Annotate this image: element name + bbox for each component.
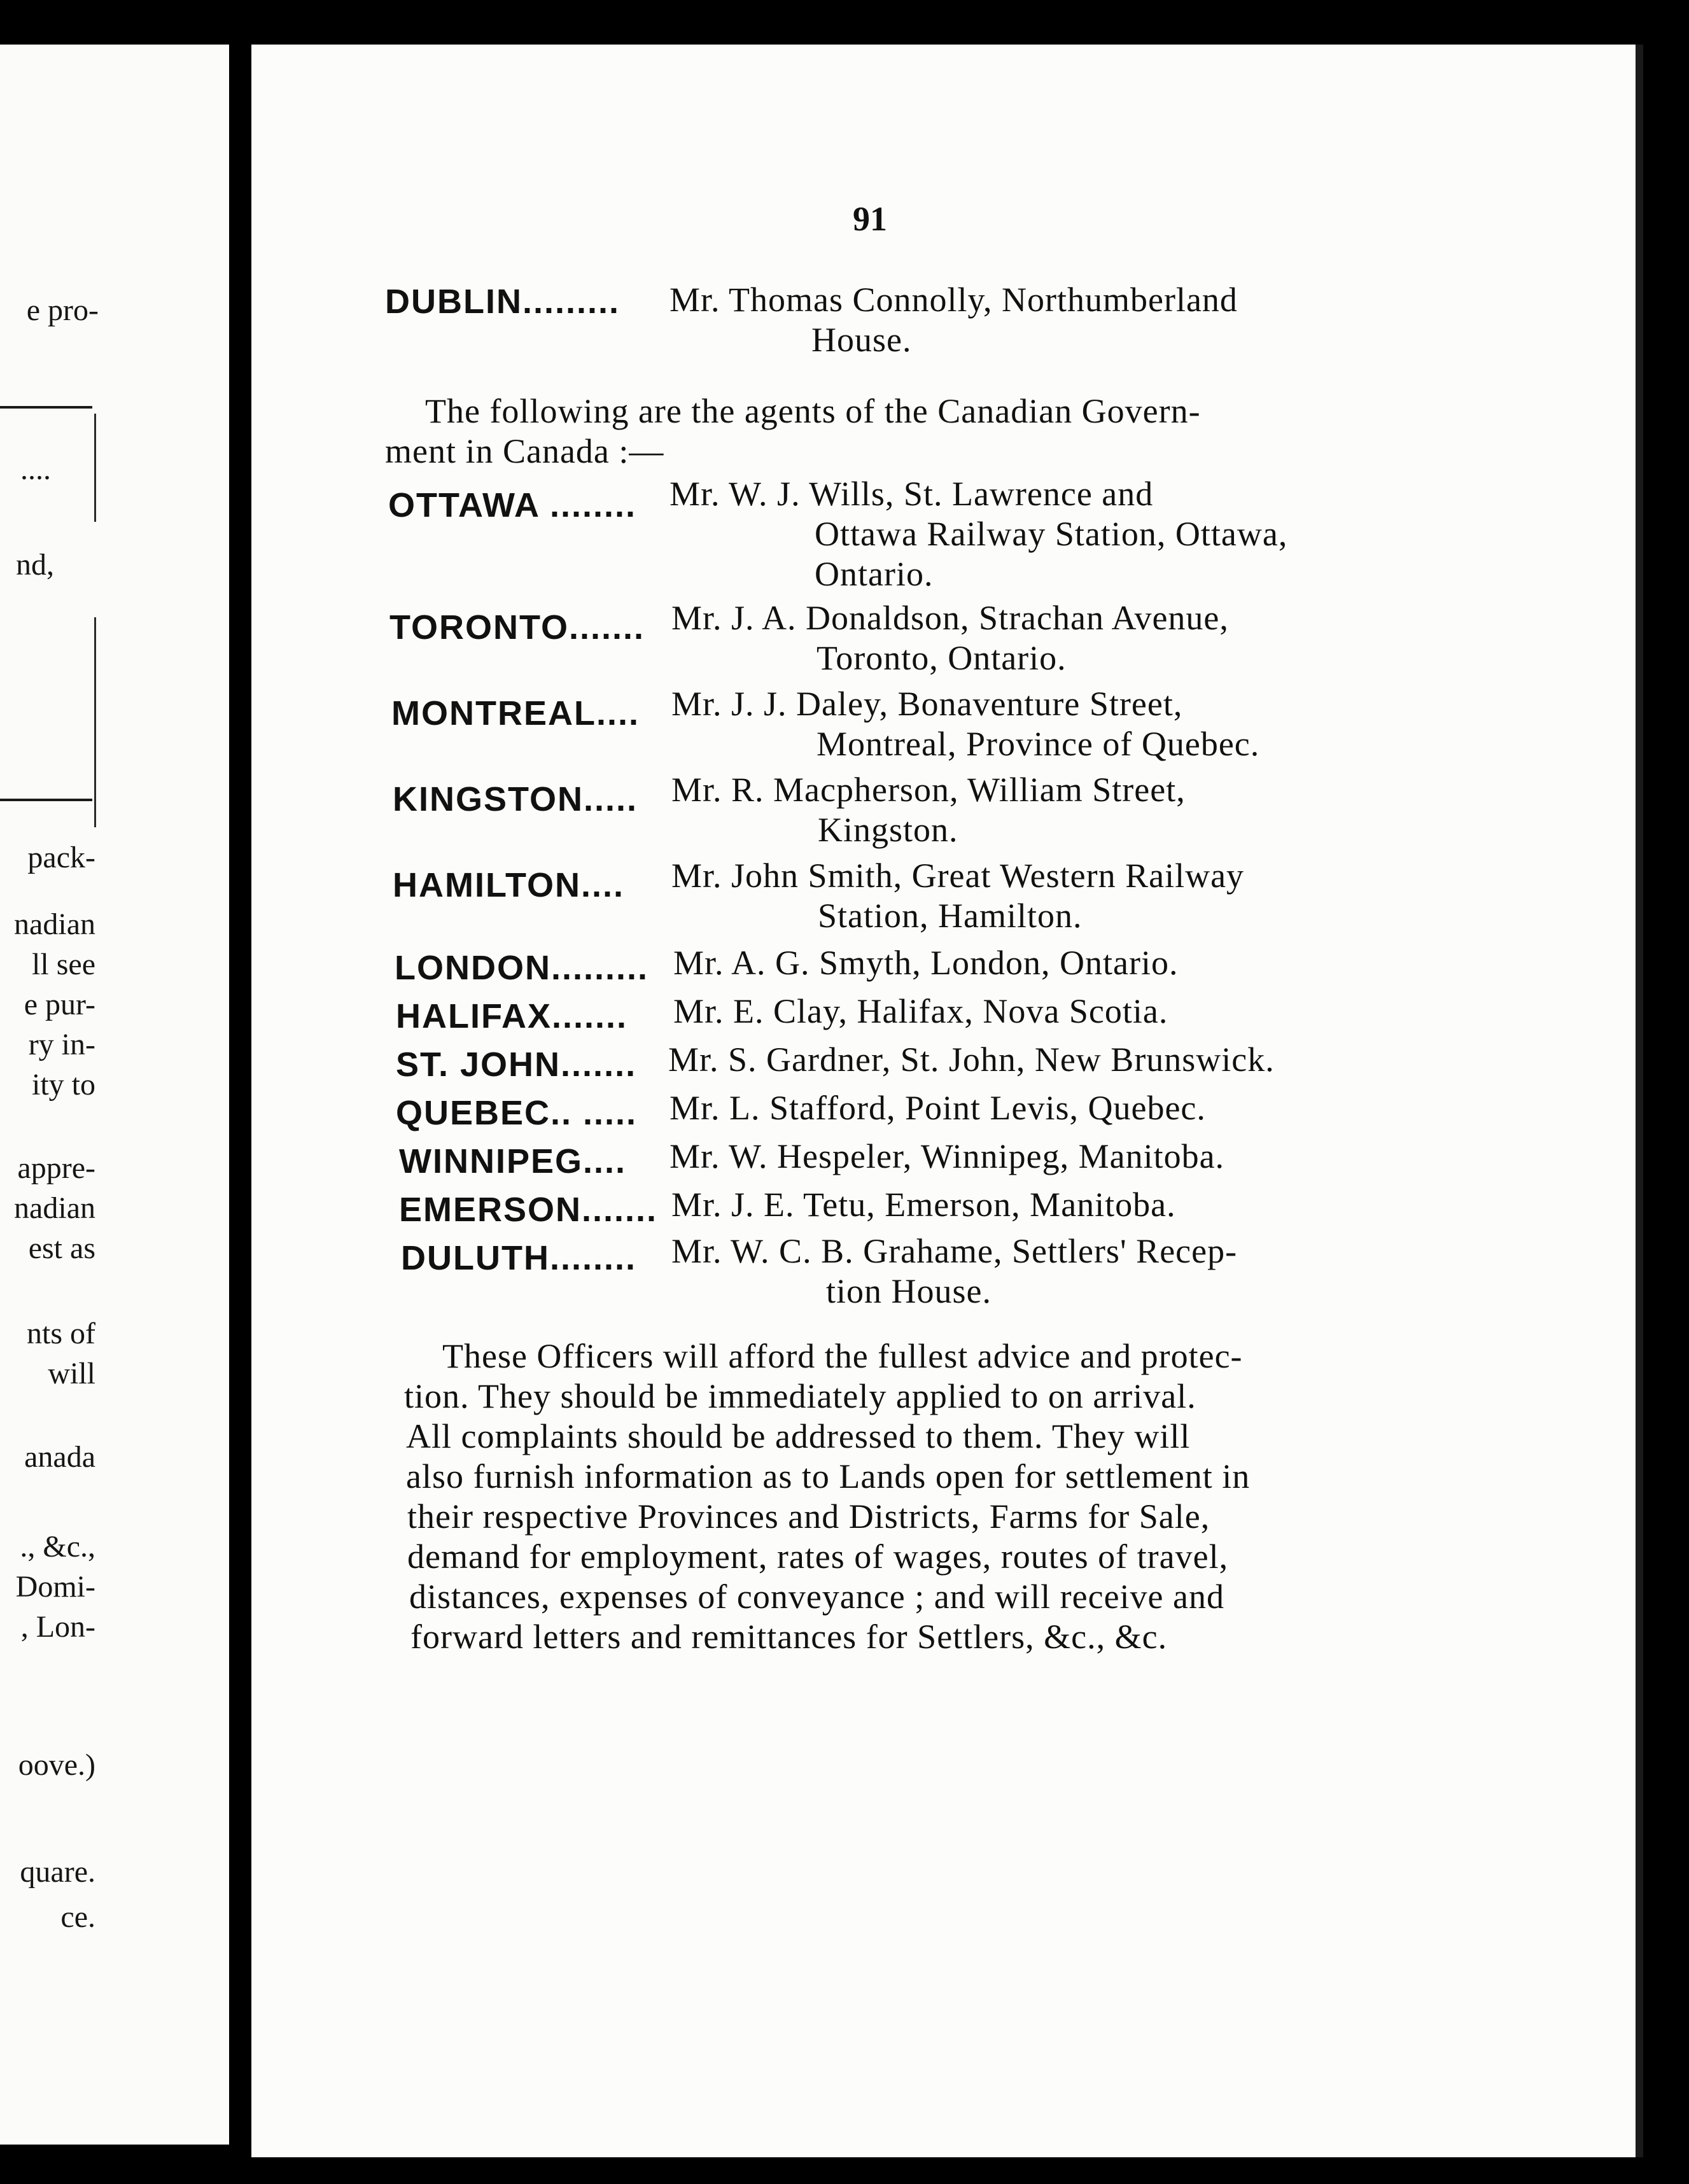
closing-line: All complaints should be addressed to them. They will [406, 1417, 1191, 1455]
left-page-fragment [0, 45, 229, 2145]
agent-name: Mr. L. Stafford, Point Levis, Quebec. [669, 1089, 1206, 1127]
agent-address: Ontario. [815, 555, 934, 593]
left-fragment: oove.) [18, 1748, 95, 1782]
agent-name: Mr. S. Gardner, St. John, New Brunswick. [668, 1040, 1275, 1079]
intro-line: The following are the agents of the Canadian Govern- [425, 392, 1201, 430]
agent-name: Mr. W. J. Wills, St. Lawrence and [669, 475, 1154, 513]
agent-place: WINNIPEG.... [399, 1142, 627, 1180]
closing-line: demand for employment, rates of wages, routes of travel, [407, 1537, 1229, 1576]
agent-name: Mr. Thomas Connolly, Northumberland [669, 281, 1238, 319]
closing-line: distances, expenses of conveyance ; and will receive and [409, 1578, 1224, 1616]
closing-line: tion. They should be immediately applied to on arrival. [404, 1377, 1196, 1415]
left-fragment: nd, [16, 548, 54, 582]
closing-line: also furnish information as to Lands open for settlement in [406, 1457, 1251, 1495]
left-fragment: ll see [32, 948, 95, 981]
agent-name: Mr. J. A. Donaldson, Strachan Avenue, [671, 599, 1229, 637]
agent-address: Station, Hamilton. [818, 897, 1083, 935]
left-fragment: pack- [27, 841, 95, 874]
agent-address: Montreal, Province of Quebec. [816, 725, 1260, 763]
left-fragment: ce. [60, 1900, 95, 1934]
left-rule-top [0, 406, 92, 409]
agent-place: ST. JOHN....... [396, 1046, 637, 1084]
left-fragment: est as [28, 1231, 95, 1265]
scan-border [1643, 38, 1689, 2184]
agent-place: HAMILTON.... [393, 866, 624, 904]
left-fragment: nadian [14, 1191, 95, 1225]
left-fragment: , Lon- [20, 1610, 95, 1644]
agent-place: DUBLIN......... [385, 283, 620, 321]
agent-place: LONDON......... [395, 949, 649, 987]
left-fragment: will [48, 1357, 95, 1390]
agent-place: EMERSON....... [399, 1191, 658, 1229]
agent-name: Mr. W. C. B. Grahame, Settlers' Recep- [671, 1232, 1238, 1270]
agent-place: KINGSTON..... [393, 780, 638, 818]
page-gutter [229, 0, 251, 2184]
agent-address: Kingston. [818, 811, 958, 849]
agent-place: DULUTH........ [401, 1239, 636, 1277]
agent-address: Ottawa Railway Station, Ottawa, [815, 515, 1288, 553]
left-fragment: nts of [27, 1317, 95, 1350]
agent-place: HALIFAX....... [396, 997, 628, 1035]
agent-address: Toronto, Ontario. [816, 639, 1067, 677]
agent-name: Mr. A. G. Smyth, London, Ontario. [673, 944, 1179, 982]
closing-line: forward letters and remittances for Settlers, &c., &c. [410, 1618, 1168, 1656]
left-fragment: .... [20, 452, 51, 486]
left-fragment: e pro- [26, 293, 99, 327]
agent-name: Mr. W. Hespeler, Winnipeg, Manitoba. [669, 1137, 1225, 1175]
agent-name: Mr. John Smith, Great Western Railway [671, 857, 1245, 895]
intro-line: ment in Canada :— [385, 432, 664, 470]
left-fragment: nadian [14, 907, 95, 941]
agent-place: TORONTO....... [389, 608, 645, 647]
left-fragment: anada [24, 1440, 95, 1474]
left-vrule-2 [94, 617, 96, 827]
page-edge [1636, 45, 1643, 2157]
left-fragment: quare. [20, 1855, 95, 1889]
left-fragment: ity to [31, 1068, 95, 1102]
agent-name: Mr. J. J. Daley, Bonaventure Street, [671, 685, 1183, 723]
agent-name: Mr. R. Macpherson, William Street, [671, 771, 1186, 809]
agent-place: MONTREAL.... [391, 694, 640, 732]
left-fragment: e pur- [24, 988, 95, 1021]
left-fragment: appre- [17, 1151, 95, 1185]
left-fragment: Domi- [15, 1570, 95, 1604]
closing-line: their respective Provinces and Districts, Farms for Sale, [407, 1497, 1210, 1536]
agent-name: Mr. E. Clay, Halifax, Nova Scotia. [673, 992, 1168, 1030]
agent-place: OTTAWA ........ [388, 486, 636, 524]
agent-address: tion House. [826, 1272, 992, 1310]
agent-place: QUEBEC.. ..... [396, 1094, 638, 1132]
left-vrule-1 [94, 414, 96, 522]
left-rule-bottom [0, 799, 92, 801]
left-fragment: ry in- [28, 1028, 95, 1061]
left-fragment: ., &c., [20, 1530, 95, 1564]
agent-name: Mr. J. E. Tetu, Emerson, Manitoba. [671, 1186, 1176, 1224]
closing-line: These Officers will afford the fullest advice and protec- [442, 1337, 1243, 1375]
agent-address: House. [811, 321, 912, 359]
page-number: 91 [853, 200, 887, 238]
